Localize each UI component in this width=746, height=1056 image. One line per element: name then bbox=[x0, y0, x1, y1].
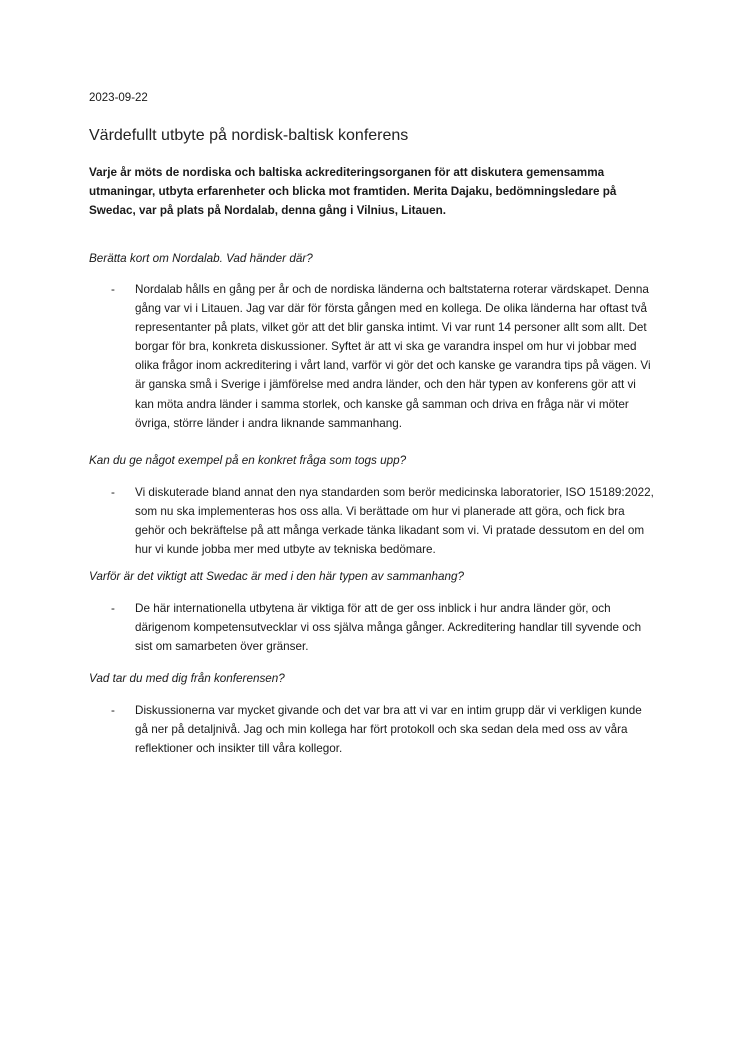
question-2: Kan du ge något exempel på en konkret fråga som togs upp? bbox=[89, 454, 407, 467]
article-lead: Varje år möts de nordiska och baltiska ackrediteringsorganen för att diskutera gemensamma utmaningar, utbyta erfarenheter och blicka mot framtiden. Merita Dajaku, bedömningsledare på Swedac, var på plats på Nordalab, denna gång i Vilnius, Litauen. bbox=[89, 166, 617, 217]
answer-4: Diskussionerna var mycket givande och det var bra att vi var en intim grupp där vi verkligen kunde gå ner på detaljnivå. Jag och min kollega har fört protokoll och ska sedan dela med oss av våra reflektioner och insikter till våra kollegor. bbox=[135, 704, 642, 756]
question-1: Berätta kort om Nordalab. Vad händer där? bbox=[89, 252, 313, 265]
question-3: Varför är det viktigt att Swedac är med i den här typen av sammanhang? bbox=[89, 570, 465, 583]
bullet-dash: - bbox=[111, 602, 115, 615]
answer-1: Nordalab hålls en gång per år och de nordiska länderna och baltstaterna roterar värdskapet. Denna gång var vi i Litauen. Jag var där för första gången med en kollega. De olika länderna har oftast två representanter på plats, vilket gör att det blir ganska intimt. Vi var runt 14 personer allt som allt. Det borgar för bra, konkreta diskussioner. Syftet är att vi ska ge varandra inspel om hur vi jobbar med olika frågor inom ackreditering i vårt land, varför vi gör det och kanske ge varandra tips på vägen. Vi är ganska små i Sverige i jämförelse med andra länder, och den här typen av konferens gör att vi kan möta andra länder i samma storlek, och kanske gå samman och driva en fråga när vi möter övriga, större länder i andra liknande sammanhang. bbox=[135, 283, 651, 430]
question-4: Vad tar du med dig från konferensen? bbox=[89, 672, 285, 685]
article-title: Värdefullt utbyte på nordisk-baltisk konferens bbox=[89, 127, 409, 144]
answer-2: Vi diskuterade bland annat den nya standarden som berör medicinska laboratorier, ISO 15189:2022, som nu ska implementeras hos oss alla. Vi berättade om hur vi planerade att göra, och fick bra gehör och bekräftelse på att många verkade tänka likadant som vi. Vi pratade dessutom en del om hur vi kunde jobba mer med utbyte av tekniska bedömare. bbox=[135, 486, 654, 557]
bullet-dash: - bbox=[111, 704, 115, 717]
answer-3: De här internationella utbytena är viktiga för att de ger oss inblick i hur andra länder gör, och därigenom kompetensutvecklar vi oss själva många gånger. Ackreditering handlar till syvende och sist om samarbeten över gränser. bbox=[135, 602, 642, 654]
bullet-dash: - bbox=[111, 283, 115, 296]
bullet-dash: - bbox=[111, 486, 115, 499]
publish-date: 2023-09-22 bbox=[89, 92, 148, 104]
